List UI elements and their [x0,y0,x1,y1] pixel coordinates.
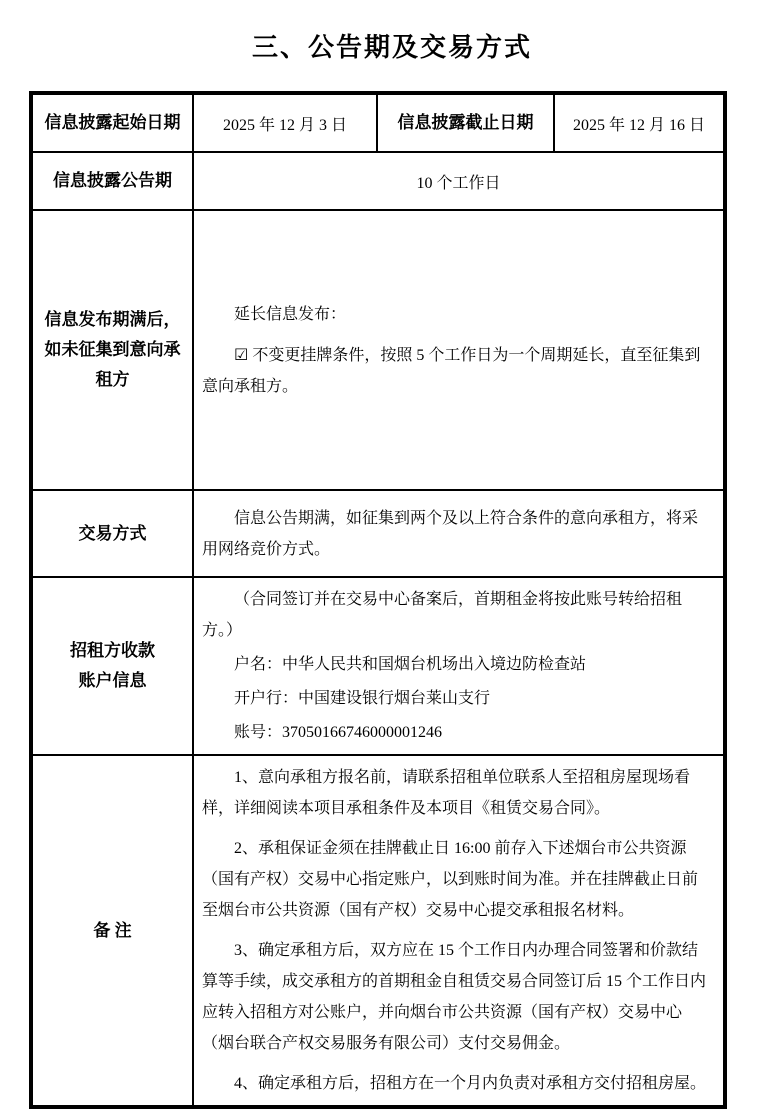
disclosure-start-date-value: 2025 年 12 月 3 日 [193,93,377,152]
table-row [31,210,725,490]
account-number: 账号：37050166746000001246 [234,724,443,741]
table-row [31,577,725,755]
extension-option-text: 不变更挂牌条件，按照 5 个工作日为一个周期延长，直至征集到意向承租方。 [202,346,701,395]
payee-account-label [31,577,193,755]
remark-item-1: 1、意向承租方报名前，请联系招租单位联系人至招租房屋现场看样，详细阅读本项目承租条件及本项目《租赁交易合同》。 [202,769,691,817]
transaction-method-content [193,490,725,577]
payee-account-label-line2: 账户信息 [78,671,147,690]
account-holder-name: 户名：中华人民共和国烟台机场出入境边防检查站 [234,656,587,673]
remarks-content [193,755,725,1107]
checkbox-checked-icon: ☑ [234,344,249,364]
table-row [31,152,725,210]
account-bank-name: 开户行：中国建设银行烟台莱山支行 [234,690,491,707]
transaction-method-label: 交易方式 [31,490,193,577]
remark-item-3: 3、确定承租方后，双方应在 15 个工作日内办理合同签署和价款结算等手续，成交承租方的首期租金自租赁交易合同签订后 15 个工作日内应转入招租方对公账户，并向烟台市公共资源（国有产权）交易中心（烟台联合产权交易服务有限公司）支付交易佣金。 [202,942,707,1052]
extension-condition-label: 信息发布期满后，如未征集到意向承租方 [31,210,193,490]
table-row [31,93,725,152]
transaction-method-text: 信息公告期满，如征集到两个及以上符合条件的意向承租方，将采用网络竞价方式。 [202,509,699,558]
remark-item-2: 2、承租保证金须在挂牌截止日 16:00 前存入下述烟台市公共资源（国有产权）交易中心指定账户，以到账时间为准。并在挂牌截止日前至烟台市公共资源（国有产权）交易中心提交承租报名材料。 [202,840,699,919]
disclosure-period-label: 信息披露公告期 [31,152,193,210]
extension-condition-content [193,210,725,490]
extension-intro-text: 延长信息发布： [234,305,347,323]
disclosure-period-value: 10 个工作日 [193,152,725,210]
table-row [31,490,725,577]
announcement-table [29,91,727,1109]
page-title: 三、公告期及交易方式 [251,33,532,62]
payee-account-content [193,577,725,755]
disclosure-start-date-label: 信息披露起始日期 [31,93,193,152]
disclosure-end-date-label: 信息披露截止日期 [377,93,554,152]
account-transfer-note: （合同签订并在交易中心备案后，首期租金将按此账号转给招租方。） [202,591,683,639]
remark-item-4: 4、确定承租方后，招租方在一个月内负责对承租方交付招租房屋。 [234,1075,707,1092]
disclosure-end-date-value: 2025 年 12 月 16 日 [554,93,725,152]
remarks-label: 备 注 [31,755,193,1107]
payee-account-label-line1: 招租方收款 [70,641,155,660]
table-row [31,755,725,1107]
extension-option-line [202,339,713,402]
